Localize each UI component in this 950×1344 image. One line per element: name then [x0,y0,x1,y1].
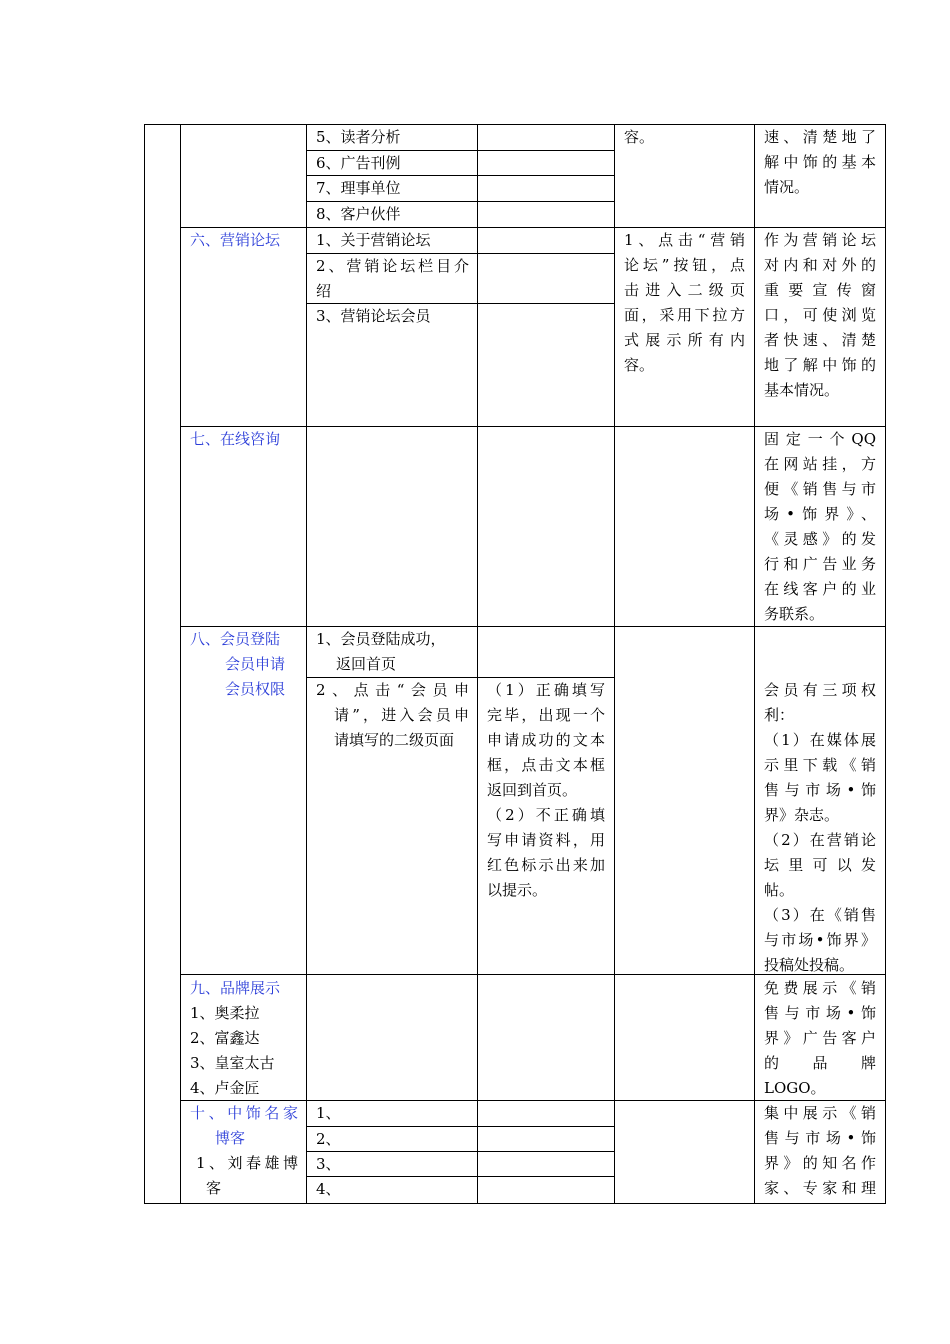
section-title-brand: 九、品牌展示 [190,979,281,997]
member-item: 2、点击“会员申 [316,681,469,699]
blog-purpose-line: 界》的知名作 [764,1154,876,1172]
forum-desc-line: 式展示所有内 [624,331,745,349]
blog-purpose-line: 集中展示《销 [764,1104,876,1122]
border-bottom [144,1203,886,1204]
border-col-b [180,124,181,1204]
brand-purpose-line: 售与市场•饰 [764,1004,876,1022]
member-result-line: 返回到首页。 [487,781,578,799]
forum-desc-line: 容。 [624,356,655,374]
qq-purpose-line: 便《销售与市 [764,480,876,498]
forum-desc-line: 面，采用下拉方 [624,306,745,324]
section-title-member: 会员申请 [225,655,286,673]
member-result-line: 写申请资料，用 [487,831,605,849]
blog-item: 2、 [316,1130,341,1148]
member-result-line: 框，点击文本框 [487,756,605,774]
qq-purpose-line: 场•饰界》、 [764,505,876,523]
brand-item: 4、卢金匠 [190,1079,260,1097]
forum-desc-line: 1、点击“营销 [624,231,745,249]
member-item: 1、会员登陆成功， [316,630,446,648]
qq-purpose-line: 在网站挂，方 [764,455,876,473]
member-item: 请”，进入会员申 [334,706,469,724]
row-line [306,1151,615,1152]
purpose-line: 解中饰的基本 [764,153,876,171]
member-result-line: 完毕，出现一个 [487,706,605,724]
forum-purpose-line: 口，可使浏览 [764,306,876,324]
member-rights-line: 与市场•饰界》 [764,931,876,949]
member-result-line: （2）不正确填 [487,806,605,824]
member-rights-line: 售与市场•饰 [764,781,876,799]
row-line [306,1176,615,1177]
blog-item: 1、 [316,1104,341,1122]
forum-desc-line: 论坛”按钮，点 [624,256,745,274]
row-line [306,1126,615,1127]
qq-purpose-line: 固定一个QQ [764,430,876,448]
member-result-line: 以提示。 [487,881,548,899]
blog-purpose-line: 售与市场•饰 [764,1129,876,1147]
border-col-c [306,124,307,1204]
qq-purpose-line: 行和广告业务 [764,555,876,573]
feature-desc-continued: 容。 [624,128,655,146]
about-item: 6、广告刊例 [316,154,401,172]
forum-purpose-line: 对内和对外的 [764,256,876,274]
brand-item: 3、皇室太古 [190,1054,275,1072]
purpose-line: 情况。 [764,178,810,196]
forum-item: 2、营销论坛栏目介 [316,257,469,275]
section-title-member: 八、会员登陆 [190,630,281,648]
brand-purpose-line: LOGO。 [764,1079,826,1097]
member-rights-line: （2）在营销论 [764,831,876,849]
border-col-d [477,124,478,1204]
brand-purpose-line: 免费展示《销 [764,979,876,997]
forum-desc-line: 击进入二级页 [624,281,745,299]
brand-purpose-line: 界》广告客户 [764,1029,876,1047]
member-rights-line: 投稿处投稿。 [764,956,855,974]
member-result-line: 申请成功的文本 [487,731,605,749]
brand-purpose-line: 的品牌 [764,1054,876,1072]
qq-purpose-line: 《灵感》的发 [764,530,876,548]
member-rights-line: （1）在媒体展 [764,731,876,749]
forum-purpose-line: 地了解中饰的 [764,356,876,374]
member-rights-line: 帖。 [764,881,795,899]
about-item: 5、读者分析 [316,128,401,146]
member-rights-line: 界》杂志。 [764,806,840,824]
member-result-line: 红色标示出来加 [487,856,605,874]
member-rights-line: （3）在《销售 [764,906,876,924]
brand-item: 2、富鑫达 [190,1029,260,1047]
forum-purpose-line: 基本情况。 [764,381,840,399]
forum-item: 3、营销论坛会员 [316,307,431,325]
border-col-e [614,124,615,1204]
blog-purpose-line: 家、专家和理 [764,1179,876,1197]
border-left [144,124,145,1204]
section-title-consult: 七、在线咨询 [190,430,281,448]
blog-author: 1、刘春雄博 [196,1154,298,1172]
planning-table [144,124,886,1204]
member-result-line: （1）正确填写 [487,681,605,699]
blog-author: 客 [206,1179,222,1197]
member-item: 返回首页 [336,655,397,673]
section-title-blog: 十、中饰名家 [190,1104,298,1122]
purpose-line: 速、清楚地了 [764,128,876,146]
about-item: 8、客户伙伴 [316,205,401,223]
forum-purpose-line: 重要宣传窗 [764,281,876,299]
forum-purpose-line: 者快速、清楚 [764,331,876,349]
qq-purpose-line: 务联系。 [764,605,825,623]
about-item: 7、理事单位 [316,179,401,197]
section-title-blog: 博客 [215,1129,246,1147]
forum-purpose-line: 作为营销论坛 [764,231,876,249]
forum-item: 绍 [316,282,332,300]
blog-item: 4、 [316,1180,341,1198]
blog-item: 3、 [316,1155,341,1173]
qq-purpose-line: 在线客户的业 [764,580,876,598]
border-right [885,124,886,1204]
member-rights-line: 会员有三项权 [764,681,876,699]
member-rights-line: 利： [764,706,795,724]
section-title-forum: 六、营销论坛 [190,231,281,249]
member-item: 请填写的二级页面 [334,731,455,749]
section-title-member: 会员权限 [225,680,286,698]
brand-item: 1、奥柔拉 [190,1004,260,1022]
border-col-f [754,124,755,1204]
member-rights-line: 坛里可以发 [764,856,876,874]
member-rights-line: 示里下载《销 [764,756,876,774]
forum-item: 1、关于营销论坛 [316,231,431,249]
